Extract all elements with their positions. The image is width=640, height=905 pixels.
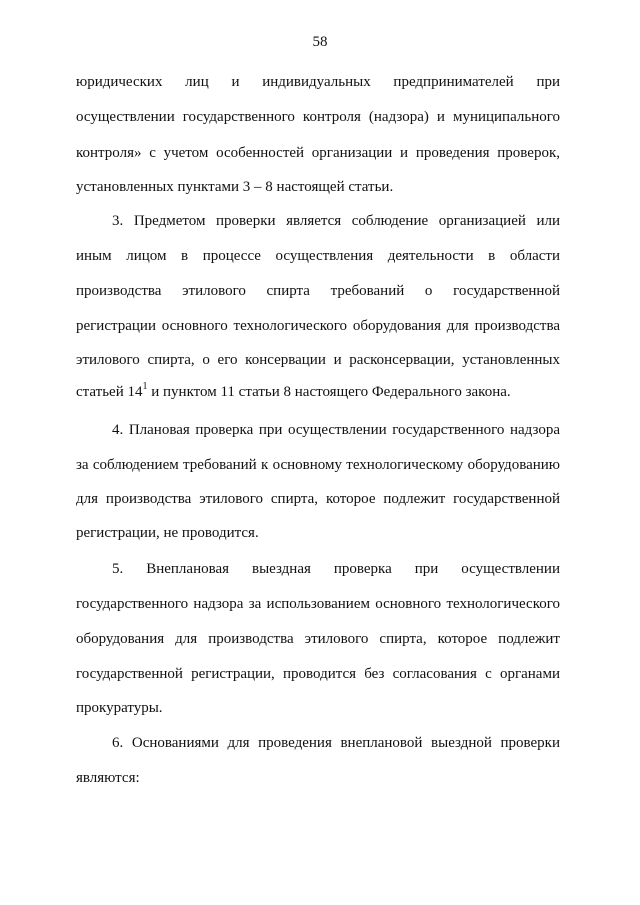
- text-line-3: контроля» с учетом особенностей организации и проведения проверок,: [76, 145, 560, 161]
- paragraph-4-line-4: регистрации, не проводится.: [76, 525, 259, 541]
- paragraph-3-line-6: [76, 383, 560, 401]
- paragraph-4-line-3: для производства этилового спирта, которое подлежит государственной: [76, 491, 560, 507]
- paragraph-3-line-1: 3. Предметом проверки является соблюдение организацией или: [112, 213, 560, 229]
- page-number: 58: [312, 34, 328, 50]
- article-reference-rest: и пунктом 11 статьи 8 настоящего Федерального закона.: [147, 384, 511, 400]
- paragraph-5-line-5: прокуратуры.: [76, 700, 163, 716]
- paragraph-4-line-1: 4. Плановая проверка при осуществлении государственного надзора: [112, 422, 560, 438]
- paragraph-4-line-2: за соблюдением требований к основному технологическому оборудованию: [76, 457, 560, 473]
- paragraph-3-line-2: иным лицом в процессе осуществления деятельности в области: [76, 248, 560, 264]
- text-line-1: юридических лиц и индивидуальных предпринимателей при: [76, 74, 560, 90]
- paragraph-5-line-3: оборудования для производства этилового спирта, которое подлежит: [76, 631, 560, 647]
- superscript-1: 1: [142, 381, 148, 392]
- paragraph-6-line-2: являются:: [76, 770, 140, 786]
- text-line-2: осуществлении государственного контроля (надзора) и муниципального: [76, 109, 560, 125]
- paragraph-6-line-1: 6. Основаниями для проведения внеплановой выездной проверки: [112, 735, 560, 751]
- paragraph-3-line-4: регистрации основного технологического оборудования для производства: [76, 318, 560, 334]
- paragraph-5-line-2: государственного надзора за использованием основного технологического: [76, 596, 560, 612]
- text-line-4: установленных пунктами 3 – 8 настоящей статьи.: [76, 179, 394, 195]
- paragraph-3-line-5: этилового спирта, о его консервации и расконсервации, установленных: [76, 352, 560, 368]
- article-reference: статьей 14: [76, 384, 143, 400]
- paragraph-3-line-3: производства этилового спирта требований о государственной: [76, 283, 560, 299]
- paragraph-5-line-1: 5. Внеплановая выездная проверка при осуществлении: [112, 561, 560, 577]
- paragraph-5-line-4: государственной регистрации, проводится без согласования с органами: [76, 666, 560, 682]
